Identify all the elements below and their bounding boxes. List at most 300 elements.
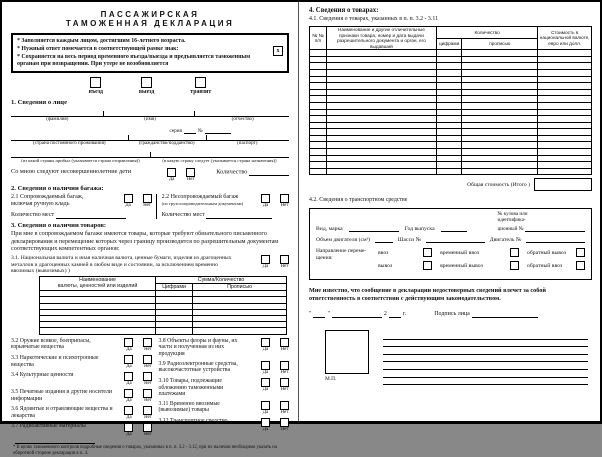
goods-words-cell[interactable] bbox=[462, 109, 538, 116]
goods-cost-cell[interactable] bbox=[538, 63, 592, 70]
goods-desc-cell[interactable] bbox=[326, 116, 436, 123]
citizenship-field[interactable] bbox=[11, 132, 289, 141]
route-row bbox=[11, 149, 289, 163]
goods-cost-cell[interactable] bbox=[538, 122, 592, 129]
field-tick bbox=[128, 135, 129, 140]
goods-words-cell[interactable] bbox=[462, 129, 538, 136]
yes-option bbox=[261, 194, 270, 209]
item-yes-no bbox=[114, 372, 152, 387]
goods-digits-cell[interactable] bbox=[436, 69, 461, 76]
official-note-line[interactable] bbox=[383, 347, 588, 355]
yes-label: Да bbox=[126, 346, 132, 352]
goods-cost-cell[interactable] bbox=[538, 135, 592, 142]
children-row bbox=[11, 168, 289, 183]
item-num: 3.11 bbox=[158, 400, 169, 407]
import-checkbox[interactable] bbox=[423, 248, 432, 257]
entry-option-enter bbox=[89, 77, 103, 96]
item-text bbox=[158, 361, 251, 375]
goods-words-cell[interactable] bbox=[462, 102, 538, 109]
goods-desc-cell[interactable] bbox=[326, 76, 436, 83]
goods-digits-cell[interactable] bbox=[436, 168, 461, 175]
goods-table bbox=[309, 26, 592, 175]
goods-num-cell[interactable] bbox=[310, 102, 327, 109]
goods-words-cell[interactable] bbox=[462, 135, 538, 142]
goods-words-cell[interactable] bbox=[462, 89, 538, 96]
no-label: Нет bbox=[144, 380, 152, 386]
re-export-checkbox[interactable] bbox=[576, 248, 585, 257]
passport-number-label: № bbox=[197, 128, 203, 135]
goods-words-cell[interactable] bbox=[462, 76, 538, 83]
goods-desc-cell[interactable] bbox=[326, 122, 436, 129]
no-option bbox=[280, 338, 289, 353]
goods-words-cell[interactable] bbox=[462, 69, 538, 76]
unaccompanied-baggage bbox=[156, 194, 289, 219]
no-label: Нет bbox=[280, 263, 289, 269]
goods-digits-cell[interactable] bbox=[436, 122, 461, 129]
goods-item-3-8 bbox=[158, 338, 289, 358]
item-3-7-yes-checkbox[interactable] bbox=[124, 423, 133, 432]
official-note-line[interactable] bbox=[383, 378, 588, 386]
item-label: Радиоэлектронные средства, высокочастотные устройства bbox=[158, 360, 238, 374]
unaccompanied-places bbox=[162, 211, 289, 219]
goods-digits-cell[interactable] bbox=[436, 83, 461, 90]
goods-num-cell[interactable] bbox=[310, 76, 327, 83]
vehicle-body-number bbox=[497, 212, 585, 232]
re-export-label: обратный вывоз bbox=[527, 249, 567, 256]
goods-num-cell[interactable] bbox=[310, 135, 327, 142]
goods-cost-cell[interactable] bbox=[538, 102, 592, 109]
goods-num-cell[interactable] bbox=[310, 83, 327, 90]
goods-digits-cell[interactable] bbox=[436, 109, 461, 116]
children-count-field[interactable] bbox=[249, 168, 289, 176]
no-label: Нет bbox=[280, 346, 289, 352]
goods-table-empty-row[interactable] bbox=[310, 89, 592, 96]
goods-num-cell[interactable] bbox=[310, 56, 327, 63]
goods-desc-cell[interactable] bbox=[326, 63, 436, 70]
goods-words-cell[interactable] bbox=[462, 168, 538, 175]
goods-items-right bbox=[158, 338, 289, 441]
unaccompanied-no-checkbox[interactable] bbox=[280, 194, 289, 203]
engine-volume-field[interactable] bbox=[375, 235, 393, 243]
exit-checkbox[interactable] bbox=[141, 77, 152, 88]
goods-digits-cell[interactable] bbox=[436, 135, 461, 142]
re-import-checkbox[interactable] bbox=[576, 261, 585, 270]
temp-export-checkbox[interactable] bbox=[510, 261, 519, 270]
goods-num-cell[interactable] bbox=[310, 162, 327, 169]
direction-label bbox=[316, 248, 378, 274]
item-text bbox=[11, 355, 113, 369]
item-text bbox=[11, 423, 113, 430]
goods-desc-cell[interactable] bbox=[326, 83, 436, 90]
goods-desc-cell[interactable] bbox=[326, 129, 436, 136]
vehicle-year-field[interactable] bbox=[441, 224, 467, 232]
accompanied-yes-checkbox[interactable] bbox=[124, 194, 133, 203]
goods-digits-cell[interactable] bbox=[436, 129, 461, 136]
goods-table-empty-row[interactable] bbox=[310, 116, 592, 123]
goods-table-empty-row[interactable] bbox=[310, 129, 592, 136]
goods-desc-cell[interactable] bbox=[326, 50, 436, 57]
item-3-12-no-checkbox[interactable] bbox=[280, 418, 289, 427]
goods-table-cost-header: Стоимость в национальной валюте, евро или долл. bbox=[538, 26, 592, 49]
section3-heading: 3. Сведения о наличии товаров: bbox=[11, 221, 107, 229]
patronymic-label: (отчество) bbox=[231, 117, 254, 123]
item-3-1-yes-no bbox=[251, 255, 289, 275]
goods-digits-cell[interactable] bbox=[436, 102, 461, 109]
children-yes-checkbox[interactable] bbox=[167, 168, 176, 177]
goods-cost-cell[interactable] bbox=[538, 96, 592, 103]
exit-label: выезд bbox=[138, 88, 155, 95]
no-label: Нет bbox=[144, 415, 152, 421]
no-option bbox=[280, 378, 289, 393]
item-3-12-yes-checkbox[interactable] bbox=[261, 418, 270, 427]
yes-option bbox=[124, 423, 133, 438]
item-3-2-yes-checkbox[interactable] bbox=[124, 338, 133, 347]
no-label: Нет bbox=[280, 369, 289, 375]
yes-option bbox=[261, 255, 270, 275]
route-labels bbox=[11, 158, 289, 163]
yes-label: Да bbox=[126, 380, 132, 386]
goods-cost-cell[interactable] bbox=[538, 168, 592, 175]
item-3-9-no-checkbox[interactable] bbox=[280, 361, 289, 370]
temp-import-checkbox[interactable] bbox=[510, 248, 519, 257]
no-label: Нет bbox=[280, 202, 289, 208]
no-option bbox=[143, 372, 152, 387]
quantity-label: Количество bbox=[216, 168, 248, 176]
goods-words-cell[interactable] bbox=[462, 142, 538, 149]
goods-desc-cell[interactable] bbox=[326, 149, 436, 156]
engine-number-label: Двигатель № bbox=[489, 236, 522, 243]
direction-row-1 bbox=[378, 248, 585, 257]
goods-num-cell[interactable] bbox=[310, 122, 327, 129]
yes-label: Да bbox=[262, 346, 269, 352]
total-cost-row bbox=[309, 178, 592, 191]
stamp-area bbox=[309, 330, 592, 385]
direction-label-line2: щения: bbox=[316, 254, 333, 261]
section3-intro: При мне в сопровождаемом багаже имеются товары, которые требуют обязательного письменного декларирования и перемещение которых через границу производится по разрешительным документам соответствующих компетентных органов: bbox=[11, 231, 279, 252]
official-note-line[interactable] bbox=[383, 370, 588, 378]
section4-heading: 4. Сведения о товарах: bbox=[309, 7, 379, 14]
goods-cost-cell[interactable] bbox=[538, 116, 592, 123]
goods-words-cell[interactable] bbox=[462, 116, 538, 123]
person-name-field[interactable] bbox=[11, 108, 289, 117]
no-label: Нет bbox=[144, 432, 152, 438]
goods-words-cell[interactable] bbox=[462, 155, 538, 162]
quote-open: " bbox=[309, 310, 312, 317]
body-number-label-1: № кузова или bbox=[497, 211, 528, 218]
item-3-5-yes-checkbox[interactable] bbox=[124, 389, 133, 398]
quote-close: " bbox=[327, 310, 330, 317]
goods-table-empty-row[interactable] bbox=[310, 135, 592, 142]
goods-words-cell[interactable] bbox=[462, 56, 538, 63]
export-checkbox[interactable] bbox=[423, 261, 432, 270]
goods-items-block bbox=[11, 338, 289, 441]
goods-cost-cell[interactable] bbox=[538, 83, 592, 90]
goods-words-cell[interactable] bbox=[462, 162, 538, 169]
goods-table-empty-row[interactable] bbox=[310, 155, 592, 162]
goods-desc-cell[interactable] bbox=[326, 162, 436, 169]
item-3-11-no-checkbox[interactable] bbox=[280, 401, 289, 410]
goods-num-cell[interactable] bbox=[310, 129, 327, 136]
item-yes-no bbox=[251, 338, 289, 353]
goods-words-cell[interactable] bbox=[462, 149, 538, 156]
unaccompanied-yes-checkbox[interactable] bbox=[261, 194, 270, 203]
goods-digits-cell[interactable] bbox=[436, 89, 461, 96]
page-front bbox=[2, 2, 298, 457]
goods-words-cell[interactable] bbox=[462, 50, 538, 57]
goods-table-empty-row[interactable] bbox=[310, 69, 592, 76]
item-yes-no bbox=[251, 401, 289, 416]
item-3-8-yes-checkbox[interactable] bbox=[261, 338, 270, 347]
item-3-3-no-checkbox[interactable] bbox=[143, 355, 152, 364]
currency-table-empty-row[interactable] bbox=[40, 328, 287, 334]
goods-digits-cell[interactable] bbox=[436, 63, 461, 70]
item-3-4-yes-checkbox[interactable] bbox=[124, 372, 133, 381]
item-3-6-no-checkbox[interactable] bbox=[143, 406, 152, 415]
goods-digits-cell[interactable] bbox=[436, 116, 461, 123]
goods-table-empty-row[interactable] bbox=[310, 83, 592, 90]
goods-table-empty-row[interactable] bbox=[310, 63, 592, 70]
goods-table-empty-row[interactable] bbox=[310, 96, 592, 103]
goods-digits-cell[interactable] bbox=[436, 155, 461, 162]
goods-desc-cell[interactable] bbox=[326, 96, 436, 103]
children-yes-no bbox=[157, 168, 195, 183]
goods-table-empty-row[interactable] bbox=[310, 122, 592, 129]
item-yes-no bbox=[114, 355, 152, 370]
no-label: Нет bbox=[186, 176, 195, 182]
vehicle-kind-field[interactable] bbox=[349, 224, 399, 232]
currency-table-digits-header: Цифрами bbox=[156, 283, 193, 290]
goods-desc-cell[interactable] bbox=[326, 56, 436, 63]
goods-item-3-2 bbox=[11, 338, 152, 353]
goods-item-3-12 bbox=[158, 418, 289, 433]
no-label: Нет bbox=[280, 426, 289, 432]
field-tick bbox=[206, 135, 207, 140]
accompanied-no-checkbox[interactable] bbox=[143, 194, 152, 203]
baggage-block bbox=[11, 194, 289, 219]
goods-num-cell[interactable] bbox=[310, 89, 327, 96]
official-note-line[interactable] bbox=[383, 355, 588, 363]
currency-table bbox=[39, 276, 287, 335]
body-number-field[interactable] bbox=[525, 224, 585, 232]
item-3-7-no-checkbox[interactable] bbox=[143, 423, 152, 432]
item-3-9-yes-checkbox[interactable] bbox=[261, 361, 270, 370]
item-3-4-no-checkbox[interactable] bbox=[143, 372, 152, 381]
goods-table-empty-row[interactable] bbox=[310, 76, 592, 83]
item-label: Культурные ценности bbox=[19, 371, 74, 378]
section1-heading: 1. Сведения о лице bbox=[11, 98, 68, 106]
goods-desc-cell[interactable] bbox=[326, 155, 436, 162]
goods-desc-cell[interactable] bbox=[326, 109, 436, 116]
item-yes-no bbox=[251, 361, 289, 376]
item-yes-no bbox=[251, 378, 289, 393]
item-3-10-no-checkbox[interactable] bbox=[280, 378, 289, 387]
goods-cost-cell[interactable] bbox=[538, 89, 592, 96]
currency-words-cell[interactable] bbox=[193, 328, 287, 334]
item-3-3-yes-checkbox[interactable] bbox=[124, 355, 133, 364]
goods-desc-cell[interactable] bbox=[326, 69, 436, 76]
currency-name-cell[interactable] bbox=[40, 328, 156, 334]
footnote: * В целях таможенного контроля подробные сведения о товарах, указанных в п. п. 3.2 - 3.12, при их наличии необходимо указать на оборотной стороне декларации в п. 4. bbox=[13, 445, 277, 457]
person-name-row bbox=[11, 108, 289, 123]
goods-table-empty-row[interactable] bbox=[310, 102, 592, 109]
export-label: вывоз bbox=[378, 262, 393, 269]
direction-label-line1: Направление переме- bbox=[316, 248, 367, 255]
goods-words-cell[interactable] bbox=[462, 63, 538, 70]
goods-desc-cell[interactable] bbox=[326, 102, 436, 109]
goods-digits-cell[interactable] bbox=[436, 96, 461, 103]
item-label: Временно ввозимые (вывозимые) товары bbox=[158, 400, 220, 414]
stamp-column bbox=[325, 330, 369, 385]
unaccompanied-places-field[interactable] bbox=[206, 211, 272, 219]
item-3-1-no-checkbox[interactable] bbox=[280, 255, 289, 264]
unaccompanied-baggage-text bbox=[162, 194, 244, 209]
total-cost-field[interactable] bbox=[534, 178, 592, 191]
goods-cost-cell[interactable] bbox=[538, 142, 592, 149]
goods-num-cell[interactable] bbox=[310, 50, 327, 57]
person-name-labels bbox=[11, 117, 289, 123]
goods-num-cell[interactable] bbox=[310, 63, 327, 70]
entry-mode-row bbox=[11, 77, 289, 96]
goods-num-cell[interactable] bbox=[310, 96, 327, 103]
item-3-1-yes-checkbox[interactable] bbox=[261, 255, 270, 264]
chassis-field[interactable] bbox=[426, 235, 485, 243]
accompanied-places-field[interactable] bbox=[56, 211, 126, 219]
goods-table-empty-row[interactable] bbox=[310, 50, 592, 57]
goods-num-cell[interactable] bbox=[310, 116, 327, 123]
citizenship-row bbox=[11, 125, 289, 147]
goods-cost-cell[interactable] bbox=[538, 129, 592, 136]
item-3-8-no-checkbox[interactable] bbox=[280, 338, 289, 347]
goods-table-empty-row[interactable] bbox=[310, 149, 592, 156]
official-note-line[interactable] bbox=[383, 340, 588, 348]
item-3-6-yes-checkbox[interactable] bbox=[124, 406, 133, 415]
goods-digits-cell[interactable] bbox=[436, 76, 461, 83]
goods-cost-cell[interactable] bbox=[538, 149, 592, 156]
currency-digits-cell[interactable] bbox=[156, 328, 193, 334]
goods-digits-cell[interactable] bbox=[436, 149, 461, 156]
goods-num-cell[interactable] bbox=[310, 142, 327, 149]
goods-table-empty-row[interactable] bbox=[310, 168, 592, 175]
goods-digits-cell[interactable] bbox=[436, 162, 461, 169]
entry-option-exit bbox=[139, 77, 154, 96]
item-3-2-no-checkbox[interactable] bbox=[143, 338, 152, 347]
yes-label: Да bbox=[126, 398, 132, 403]
route-field[interactable] bbox=[11, 149, 289, 158]
goods-num-cell[interactable] bbox=[310, 168, 327, 175]
goods-cost-cell[interactable] bbox=[538, 76, 592, 83]
yes-option bbox=[124, 338, 133, 353]
goods-cost-cell[interactable] bbox=[538, 109, 592, 116]
year-field[interactable] bbox=[389, 310, 401, 318]
goods-num-cell[interactable] bbox=[310, 109, 327, 116]
official-notes-lines bbox=[383, 332, 588, 385]
goods-digits-cell[interactable] bbox=[436, 50, 461, 57]
goods-table-empty-row[interactable] bbox=[310, 142, 592, 149]
goods-cost-cell[interactable] bbox=[538, 155, 592, 162]
currency-table-name-header bbox=[40, 276, 156, 291]
goods-words-cell[interactable] bbox=[462, 122, 538, 129]
official-note-line[interactable] bbox=[383, 362, 588, 370]
item-num: 3.4 bbox=[11, 371, 19, 378]
yes-option bbox=[261, 338, 270, 353]
goods-words-cell[interactable] bbox=[462, 96, 538, 103]
item21-line2: включая ручную кладь bbox=[11, 201, 70, 208]
goods-num-cell[interactable] bbox=[310, 69, 327, 76]
body-number-label-3: ционный № bbox=[497, 226, 524, 233]
accompanied-baggage bbox=[11, 194, 156, 219]
item22-line1: 2.2 Несопровождаемый багаж bbox=[161, 193, 239, 200]
chassis-label: Шасси № bbox=[397, 236, 421, 243]
item-3-5-no-checkbox[interactable] bbox=[143, 389, 152, 398]
goods-table-empty-row[interactable] bbox=[310, 109, 592, 116]
goods-cost-cell[interactable] bbox=[538, 56, 592, 63]
vehicle-year-label: Год выпуска bbox=[404, 225, 435, 232]
goods-digits-cell[interactable] bbox=[436, 142, 461, 149]
unaccompanied-yes-no bbox=[251, 194, 289, 209]
goods-desc-cell[interactable] bbox=[326, 168, 436, 175]
field-tick bbox=[194, 111, 195, 116]
goods-desc-cell[interactable] bbox=[326, 89, 436, 96]
children-no-checkbox[interactable] bbox=[186, 168, 195, 177]
goods-cost-cell[interactable] bbox=[538, 69, 592, 76]
goods-table-empty-row[interactable] bbox=[310, 56, 592, 63]
engine-number-field[interactable] bbox=[526, 235, 585, 243]
vehicle-kind-label: Вид, марка bbox=[316, 225, 343, 232]
item-text bbox=[11, 406, 113, 420]
goods-num-cell[interactable] bbox=[310, 155, 327, 162]
item-3-10-yes-checkbox[interactable] bbox=[261, 378, 270, 387]
goods-desc-cell[interactable] bbox=[326, 135, 436, 142]
item-3-11-yes-checkbox[interactable] bbox=[261, 401, 270, 410]
transport-box bbox=[309, 208, 592, 280]
goods-digits-cell[interactable] bbox=[436, 56, 461, 63]
goods-table-empty-row[interactable] bbox=[310, 162, 592, 169]
temp-import-option bbox=[440, 248, 519, 257]
item-3-1-text: 3.1. Национальная валюта и иная наличная валюта, ценные бумаги, изделия из драгоценных металлов и драгоценных камней в любом виде и состоянии, за исключением временно ввозимых (вывозимых) ) bbox=[11, 254, 232, 275]
import-option bbox=[378, 248, 432, 257]
yes-label: Да bbox=[126, 415, 132, 421]
series-label: серия bbox=[169, 128, 182, 135]
item-num: 3.2 bbox=[11, 337, 19, 344]
enter-checkbox[interactable] bbox=[90, 77, 101, 88]
goods-words-cell[interactable] bbox=[462, 83, 538, 90]
day-field[interactable] bbox=[313, 310, 325, 318]
goods-num-cell[interactable] bbox=[310, 149, 327, 156]
yes-label: Да bbox=[262, 386, 269, 392]
yes-option bbox=[124, 355, 133, 370]
yes-label: Да bbox=[262, 369, 269, 375]
transit-checkbox[interactable] bbox=[195, 77, 206, 88]
signature-field[interactable] bbox=[472, 310, 538, 318]
section4-2-heading: 4.2. Сведения о транспортном средстве bbox=[309, 197, 408, 204]
form-title bbox=[11, 10, 289, 29]
goods-cost-cell[interactable] bbox=[538, 50, 592, 57]
month-field[interactable] bbox=[332, 310, 382, 318]
goods-table-digits-header: цифрами bbox=[436, 38, 461, 50]
currency-table-sum-header: Сумма/Количество bbox=[156, 276, 287, 283]
no-option bbox=[280, 418, 289, 433]
official-note-line[interactable] bbox=[383, 332, 588, 340]
notice-line-1: * Заполняется каждым лицом, достигшим 16-летнего возраста. bbox=[17, 37, 186, 44]
date-signature-row bbox=[309, 310, 592, 318]
field-tick bbox=[103, 111, 104, 116]
goods-item-3-5 bbox=[11, 389, 152, 404]
goods-desc-cell[interactable] bbox=[326, 142, 436, 149]
accompanied-yes-no bbox=[114, 194, 152, 209]
yes-label: Да bbox=[126, 432, 132, 438]
num-header-line2: п/п bbox=[314, 38, 322, 44]
goods-cost-cell[interactable] bbox=[538, 162, 592, 169]
